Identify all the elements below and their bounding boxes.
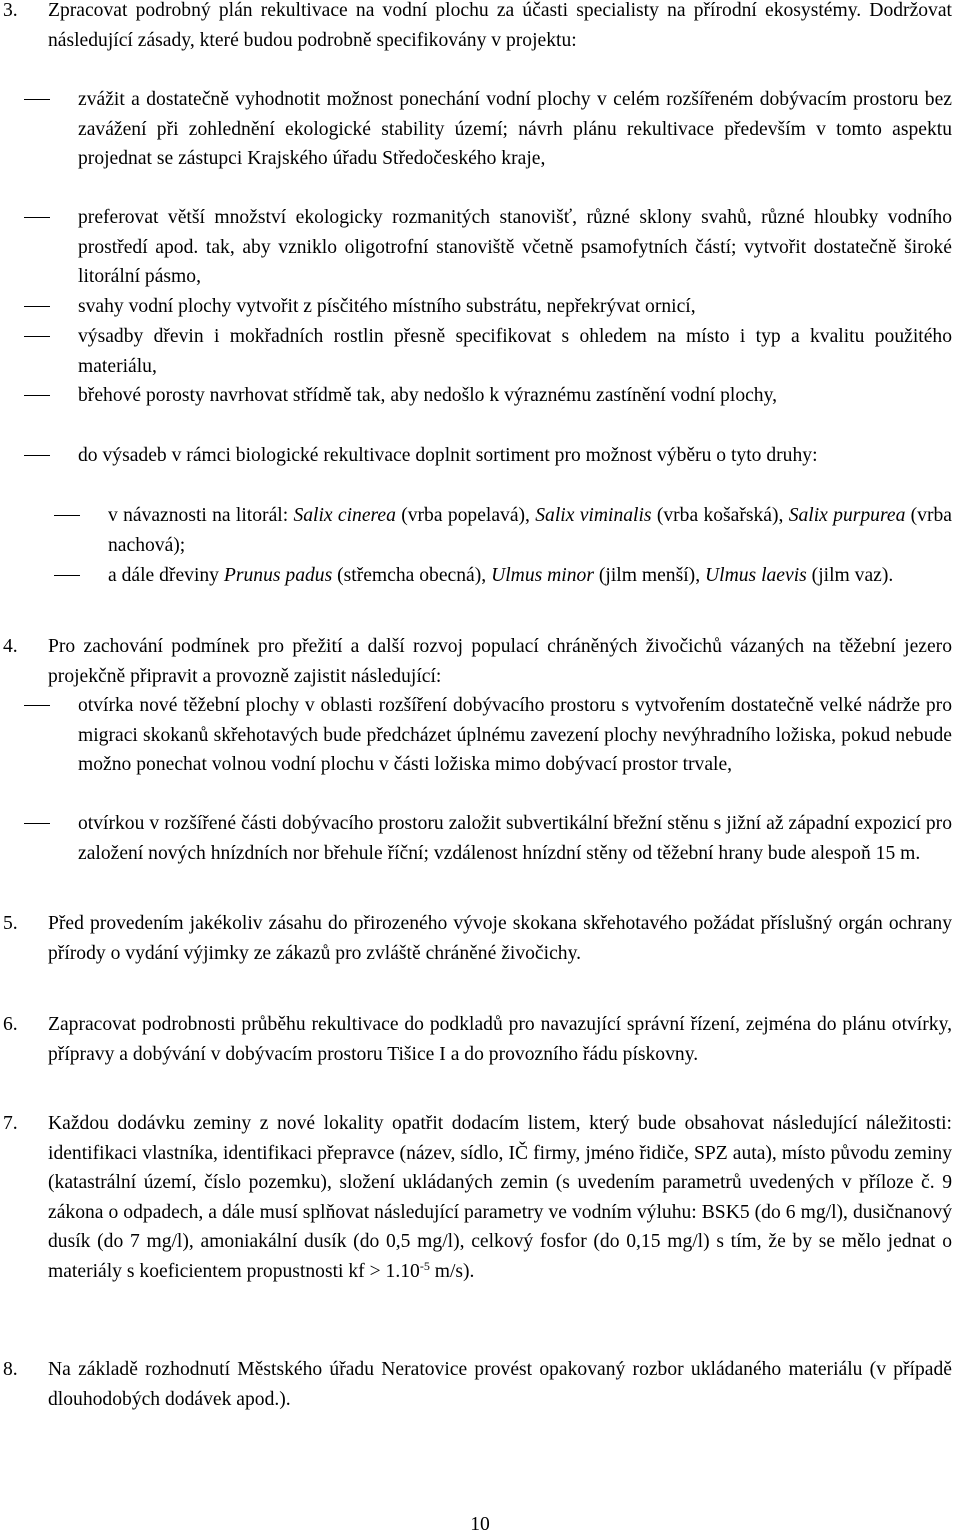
item-intro: Pro zachování podmínek pro přežití a další rozvoj populací chráněných živočichů vázaných na těžební jezero projekčně připravit a provozně zajistit následující: (48, 636, 952, 687)
bullet (0, 809, 960, 868)
list-item-3 (0, 0, 960, 55)
dash-icon (24, 455, 50, 456)
item-intro: Zpracovat podrobný plán rekultivace na vodní plochu za účasti specialisty na přírodní ekosystémy. Dodržovat následující zásady, které budou podrobně specifikovány v projektu: (48, 0, 952, 51)
species-name: Prunus padus (223, 565, 333, 586)
bullet (0, 322, 960, 381)
bullet-text: zvážit a dostatečně vyhodnotit možnost ponechání vodní plochy v celém rozšířeném dobývacím prostoru bez zavážení při zohlednění ekologické stability území; návrh plánu rekultivace především v tomto aspektu projednat se zástupci Krajského úřadu Středočeského kraje, (78, 89, 952, 170)
bullet-text: otvírka nové těžební plochy v oblasti rozšíření dobývacího prostoru s vytvořením dostatečně velké nádrže pro migraci skokanů skřehotavých bude předcházet úplnému zavezení plochy nevýhradního ložiska, pokud nebude možno ponechat volnou vodní plochu v části ložiska mimo dobývací prostor trvale, (78, 695, 952, 776)
bullet-text: svahy vodní plochy vytvořit z písčitého místního substrátu, nepřekrývat ornicí, (78, 296, 696, 317)
bullet-text: otvírkou v rozšířené části dobývacího prostoru založit subvertikální břežní stěnu s jižní až západní expozicí pro založení nových hnízdních nor břehule říční; vzdálenost hnízdní stěny od těžební hrany bude alespoň 15 m. (78, 813, 952, 864)
species-name: Ulmus minor (491, 565, 594, 586)
bullet (0, 292, 960, 322)
item-number: 7. (3, 1113, 18, 1134)
list-item-4 (0, 632, 960, 691)
item-number: 8. (3, 1359, 18, 1380)
sub-bullet: v návaznosti na litorál: Salix cinerea (vrba popelavá), Salix viminalis (vrba košařská), Salix purpurea (vrba nachová); (0, 501, 960, 560)
bullet-text: výsadby dřevin i mokřadních rostlin přesně specifikovat s ohledem na místo i typ a kvalitu použitého materiálu, (78, 326, 952, 377)
list-item-5 (0, 909, 960, 968)
bullet (0, 203, 960, 292)
dash-icon (54, 575, 80, 576)
dash-icon (24, 395, 50, 396)
species-name: Salix viminalis (535, 505, 652, 526)
species-name: Salix purpurea (788, 505, 906, 526)
item-text: Zapracovat podrobnosti průběhu rekultivace do podkladů pro navazující správní řízení, zejména do plánu otvírky, přípravy a dobývání v dobývacím prostoru Tišice I a do provozního řádu pískovny. (48, 1014, 952, 1065)
sub-bullet: a dále dřeviny Prunus padus (střemcha obecná), Ulmus minor (jilm menší), Ulmus laevis (jilm vaz). (0, 561, 960, 591)
page-number: 10 (470, 1514, 490, 1535)
list-item-8 (0, 1355, 960, 1414)
dash-icon (24, 705, 50, 706)
bullet-text: do výsadeb v rámci biologické rekultivace doplnit sortiment pro možnost výběru o tyto druhy: (78, 445, 818, 466)
item-number: 6. (3, 1014, 18, 1035)
bullet (0, 381, 960, 411)
bullet (0, 85, 960, 174)
bullet (0, 691, 960, 780)
dash-icon (24, 217, 50, 218)
item-number: 3. (3, 0, 18, 21)
dash-icon (24, 336, 50, 337)
list-item-7 (0, 1109, 960, 1287)
item-text: Každou dodávku zeminy z nové lokality opatřit dodacím listem, který bude obsahovat následující náležitosti: identifikaci vlastníka, identifikaci přepravce (název, sídlo, IČ firmy, jméno řidiče, SPZ auta), místo původu zeminy (katastrální území, číslo pozemku), složení ukládaných zemin (s uvedením parametrů uvedených v příloze č. 9 zákona o odpadech, a dále musí splňovat následující parametry ve vodním výluhu: BSK5 (do 6 mg/l), dusičnanový dusík (do 7 mg/l), amoniakální dusík (do 0,5 mg/l), celkový fosfor (do 0,15 mg/l) s tím, že by se mělo jednat o materiály s koeficientem propustnosti kf > $1.10^{-5}$ m/s). (48, 1113, 952, 1282)
item-text: Před provedením jakékoliv zásahu do přirozeného vývoje skokana skřehotavého požádat příslušný orgán ochrany přírody o vydání výjimky ze zákazů pro zvláště chráněné živočichy. (48, 913, 952, 964)
list-item-6 (0, 1010, 960, 1069)
dash-icon (54, 515, 80, 516)
item-number: 5. (3, 913, 18, 934)
bullet-text: břehové porosty navrhovat střídmě tak, aby nedošlo k výraznému zastínění vodní plochy, (78, 385, 778, 406)
dash-icon (24, 823, 50, 824)
item-text: Na základě rozhodnutí Městského úřadu Neratovice provést opakovaný rozbor ukládaného materiálu (v případě dlouhodobých dodávek apod.). (48, 1359, 952, 1410)
dash-icon (24, 99, 50, 100)
bullet (0, 441, 960, 471)
dash-icon (24, 306, 50, 307)
exponent: -5 (419, 1258, 430, 1273)
species-name: Ulmus laevis (705, 565, 807, 586)
bullet-text: preferovat větší množství ekologicky rozmanitých stanovišť, různé sklony svahů, různé hloubky vodního prostředí apod. tak, aby vzniklo oligotrofní stanoviště včetně psamofytních částí; vytvořit dostatečně široké litorální pásmo, (78, 207, 952, 288)
species-name: Salix cinerea (293, 505, 396, 526)
item-number: 4. (3, 636, 18, 657)
